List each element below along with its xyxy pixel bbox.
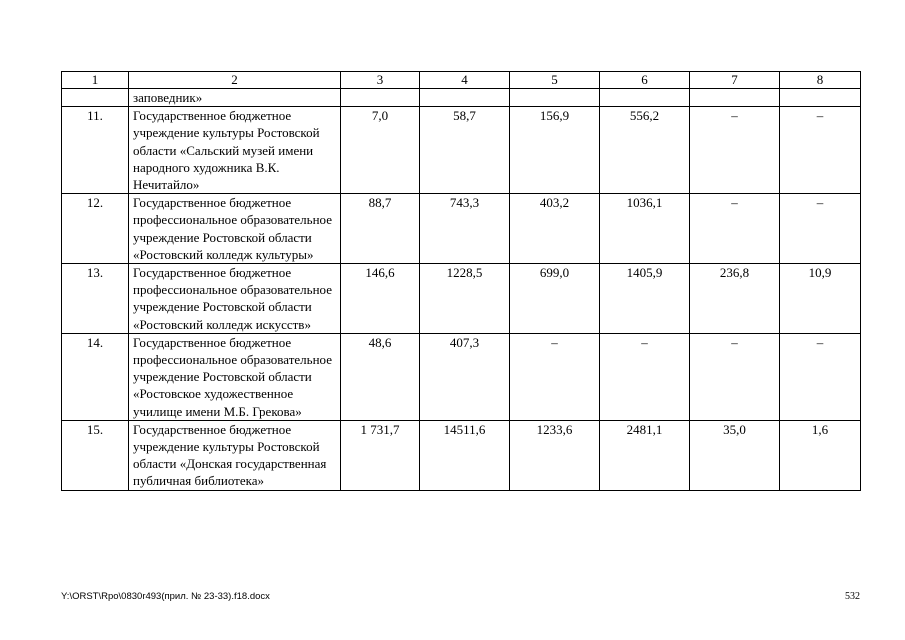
file-path: Y:\ORST\Rpo\0830r493(прил. № 23-33).f18.docx <box>61 591 270 602</box>
empty-cell <box>341 89 420 107</box>
header-cell: 7 <box>690 72 780 89</box>
data-table <box>61 71 861 491</box>
value-col-4: 407,3 <box>420 333 510 420</box>
header-row <box>62 72 861 89</box>
header-cell: 1 <box>62 72 129 89</box>
empty-cell <box>690 89 780 107</box>
institution-name: Государственное бюджетное учреждение культуры Ростовской области «Донская государственная публичная библиотека» <box>129 420 341 490</box>
row-number: 12. <box>62 194 129 264</box>
empty-cell <box>780 89 861 107</box>
value-col-4: 743,3 <box>420 194 510 264</box>
table-row <box>62 194 861 264</box>
header-cell: 5 <box>510 72 600 89</box>
value-col-6: 2481,1 <box>600 420 690 490</box>
value-col-8: – <box>780 333 861 420</box>
table-row <box>62 264 861 334</box>
continuation-row <box>62 89 861 107</box>
value-col-3: 7,0 <box>341 107 420 194</box>
value-col-3: 1 731,7 <box>341 420 420 490</box>
table-row <box>62 420 861 490</box>
value-col-5: 699,0 <box>510 264 600 334</box>
value-col-6: 1405,9 <box>600 264 690 334</box>
value-col-6: 1036,1 <box>600 194 690 264</box>
value-col-8: – <box>780 194 861 264</box>
value-col-6: 556,2 <box>600 107 690 194</box>
value-col-7: – <box>690 194 780 264</box>
row-number: 11. <box>62 107 129 194</box>
header-cell: 3 <box>341 72 420 89</box>
value-col-4: 58,7 <box>420 107 510 194</box>
institution-name: Государственное бюджетное профессиональное образовательное учреждение Ростовской области «Ростовское художественное училище имени М.Б. Грекова» <box>129 333 341 420</box>
value-col-3: 88,7 <box>341 194 420 264</box>
value-col-7: – <box>690 107 780 194</box>
value-col-8: 10,9 <box>780 264 861 334</box>
institution-name: Государственное бюджетное профессиональное образовательное учреждение Ростовской области «Ростовский колледж искусств» <box>129 264 341 334</box>
value-col-5: – <box>510 333 600 420</box>
value-col-5: 403,2 <box>510 194 600 264</box>
empty-cell <box>420 89 510 107</box>
value-col-4: 1228,5 <box>420 264 510 334</box>
table-row <box>62 333 861 420</box>
value-col-7: 35,0 <box>690 420 780 490</box>
empty-cell <box>600 89 690 107</box>
empty-cell <box>62 89 129 107</box>
row-number: 15. <box>62 420 129 490</box>
value-col-6: – <box>600 333 690 420</box>
header-cell: 6 <box>600 72 690 89</box>
continuation-text: заповедник» <box>129 89 341 107</box>
header-cell: 2 <box>129 72 341 89</box>
institution-name: Государственное бюджетное профессиональное образовательное учреждение Ростовской области «Ростовский колледж культуры» <box>129 194 341 264</box>
institution-name: Государственное бюджетное учреждение культуры Ростовской области «Сальский музей имени народного художника В.К. Нечитайло» <box>129 107 341 194</box>
value-col-4: 14511,6 <box>420 420 510 490</box>
value-col-8: 1,6 <box>780 420 861 490</box>
row-number: 14. <box>62 333 129 420</box>
value-col-7: 236,8 <box>690 264 780 334</box>
value-col-8: – <box>780 107 861 194</box>
header-cell: 8 <box>780 72 861 89</box>
value-col-3: 48,6 <box>341 333 420 420</box>
table-row <box>62 107 861 194</box>
row-number: 13. <box>62 264 129 334</box>
value-col-3: 146,6 <box>341 264 420 334</box>
value-col-5: 156,9 <box>510 107 600 194</box>
empty-cell <box>510 89 600 107</box>
page-number: 532 <box>845 591 860 602</box>
value-col-7: – <box>690 333 780 420</box>
value-col-5: 1233,6 <box>510 420 600 490</box>
header-cell: 4 <box>420 72 510 89</box>
